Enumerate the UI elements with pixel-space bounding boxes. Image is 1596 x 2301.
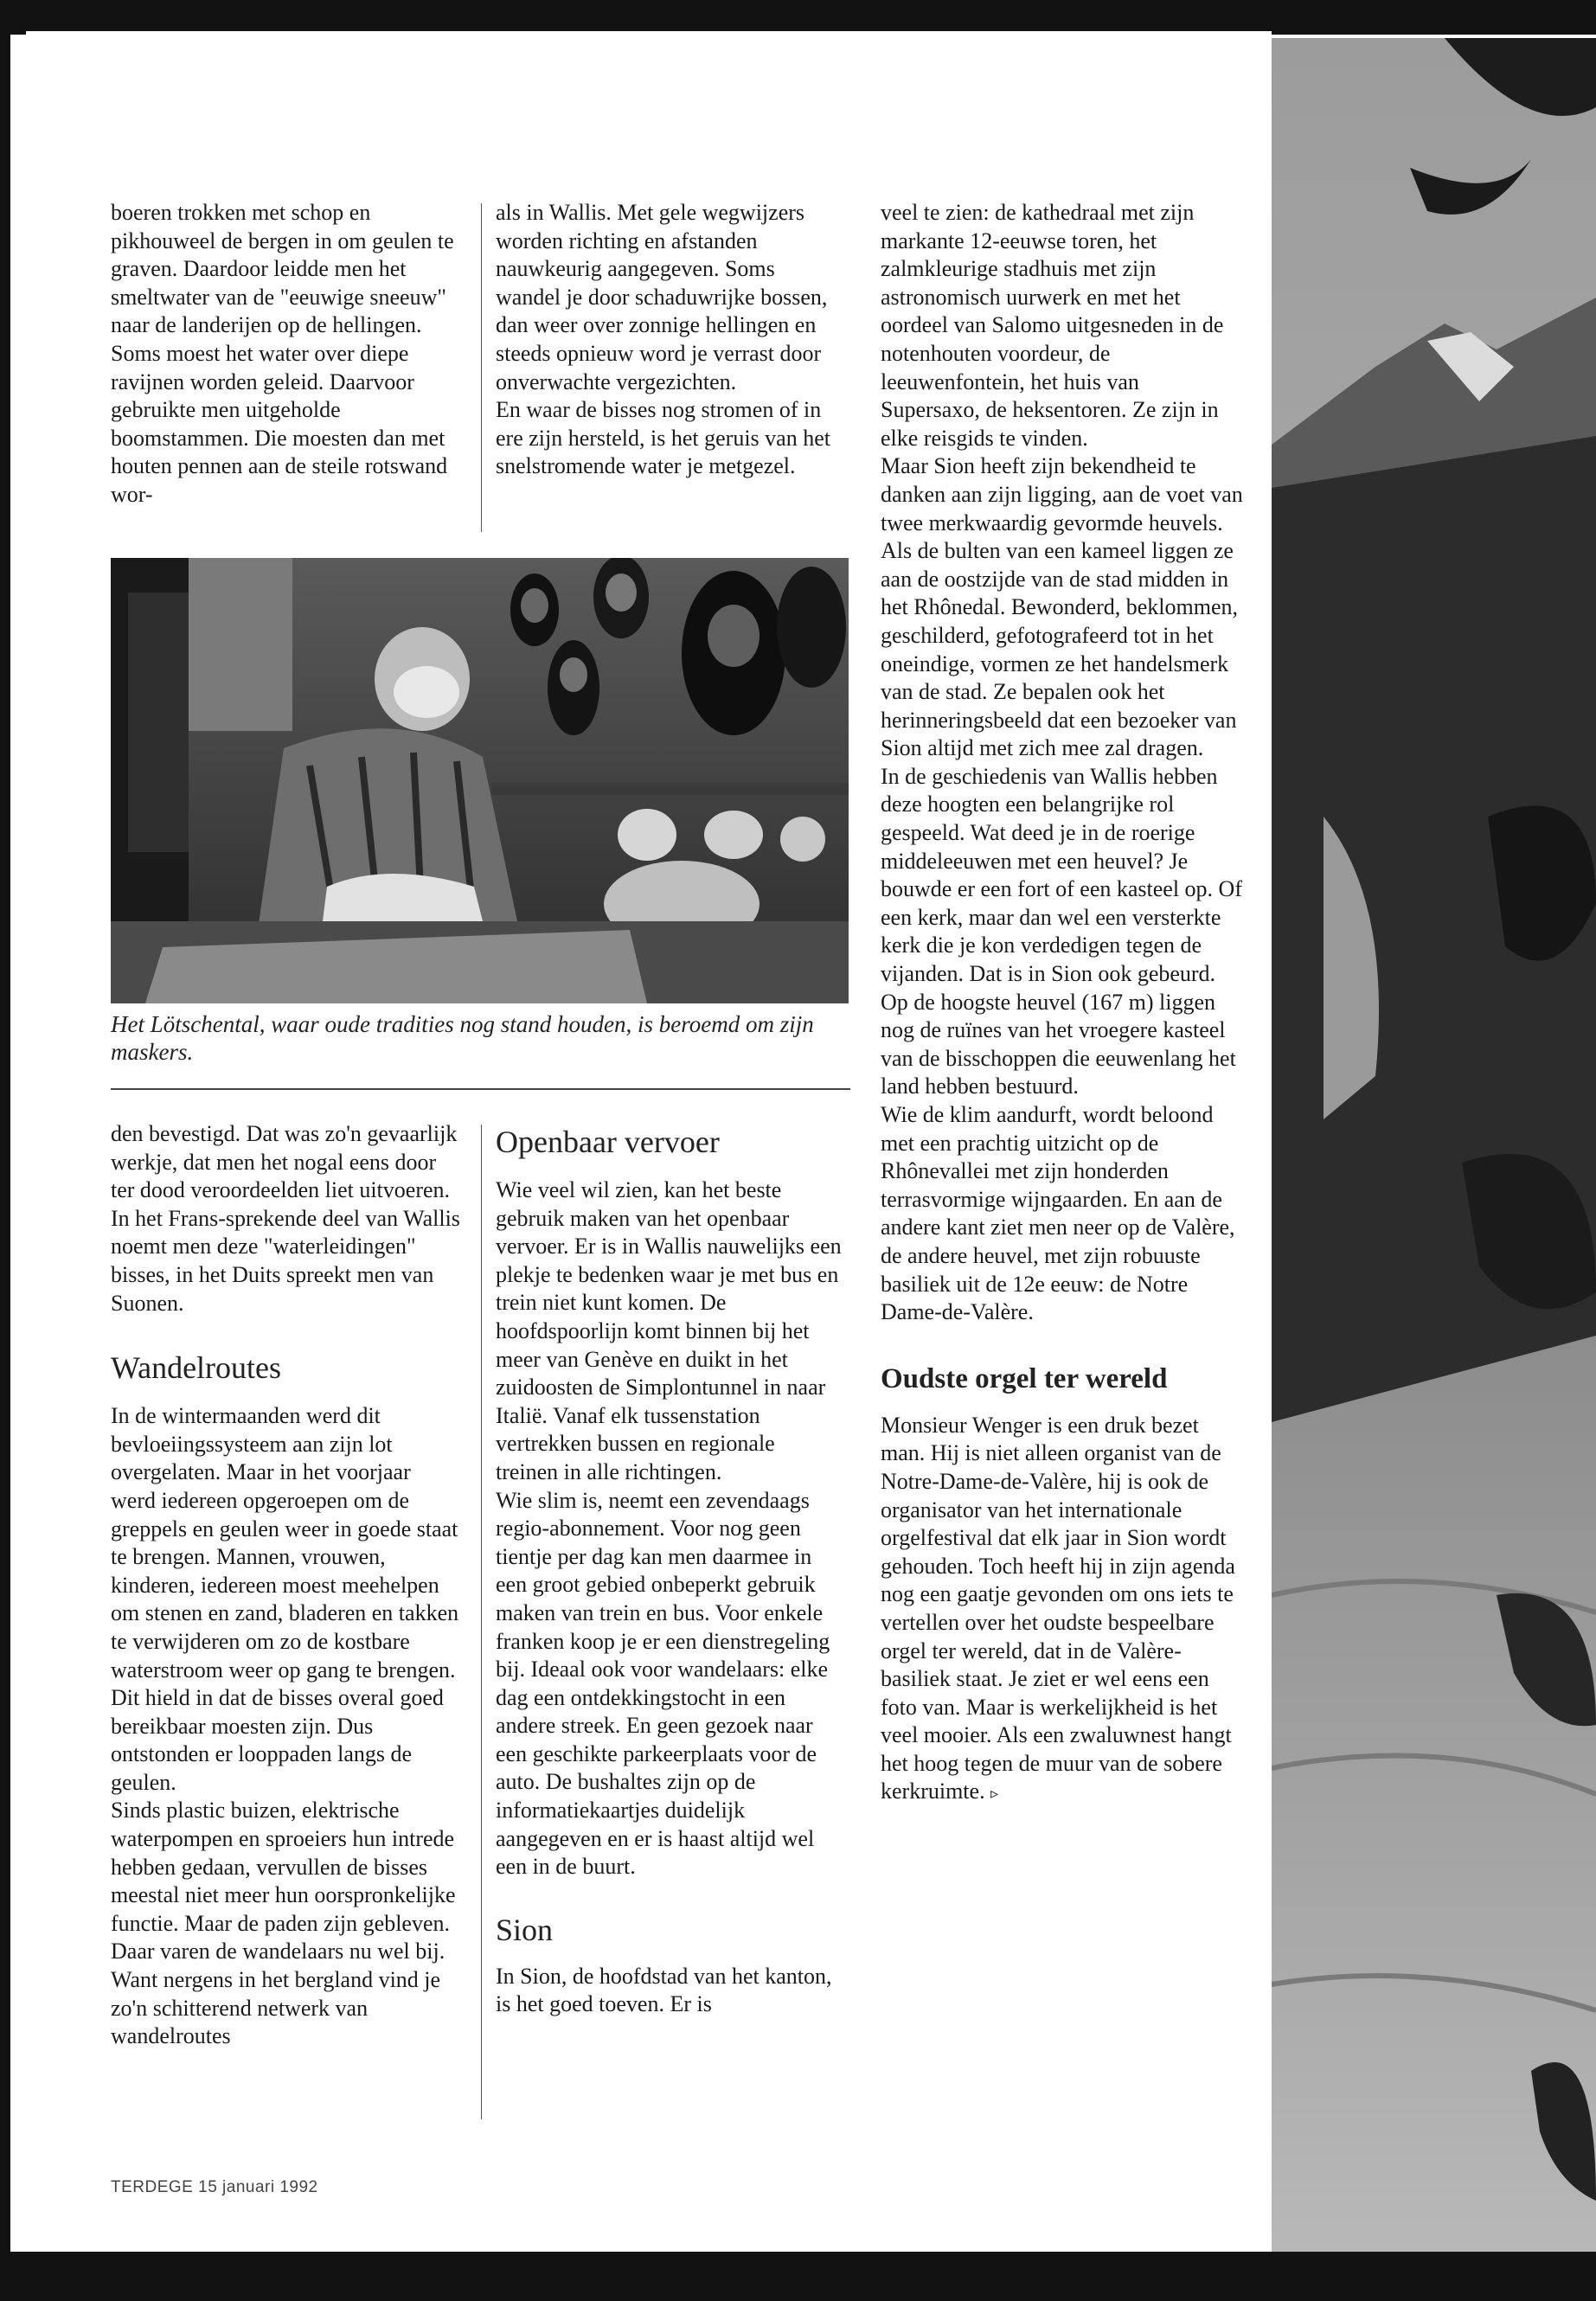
column-2-bottom <box>496 1125 842 2019</box>
paragraph: als in Wallis. Met gele wegwijzers worden richting en afstanden nauwkeurig aangegeven. Soms wandel je door schaduwrijke bossen, dan weer over zonnige hellingen en steeds opnieuw word je verrast door onverwachte vergezichten. <box>496 200 828 394</box>
heading-openbaar-vervoer: Openbaar vervoer <box>496 1125 720 1159</box>
column-divider <box>481 203 482 532</box>
paragraph: boeren trokken met schop en pikhouweel de bergen in om geulen te graven. Daardoor leidde men het smeltwater van de "eeuwige sneeuw" naar de landerijen op de hellingen. Soms moest het water over diepe ravijnen worden geleid. Daarvoor gebruikte men uitgeholde boomstammen. Die moesten dan met houten pennen aan de steile rotswand wor- <box>111 200 454 507</box>
paragraph: Wie veel wil zien, kan het beste gebruik maken van het openbaar vervoer. Er is in Wallis nauwelijks een plekje te bedenken waar je met bus en trein niet kunt komen. De hoofdspoorlijn komt binnen bij het meer van Genève en duikt in het zuidoosten de Simplontunnel in naar Italië. Vanaf elk tussenstation vertrekken bussen en regionale treinen in alle richtingen. <box>496 1177 842 1484</box>
paragraph: den bevestigd. Dat was zo'n gevaarlijk werkje, dat men het nogal eens door ter dood veroordeelden liet uitvoeren. In het Frans-sprekende deel van Wallis noemt men deze "waterleidingen" bisses, in het Duits spreekt men van Suonen. <box>111 1121 460 1316</box>
heading-sion: Sion <box>496 1912 554 1947</box>
photo-illustration <box>111 558 849 1003</box>
photo-caption: Het Lötschental, waar oude tradities nog stand houden, is beroemd om zijn maskers. <box>111 1011 814 1065</box>
top-black-bar <box>0 0 1596 35</box>
mountain-illustration <box>1272 38 1596 2252</box>
paragraph: In de wintermaanden werd dit bevloeiingssysteem aan zijn lot overgelaten. Maar in het voorjaar werd iedereen opgeroepen om de greppels en geulen weer in goede staat te brengen. Mannen, vrouwen, kinderen, iedereen moest meehelpen om stenen en zand, bladeren en takken te verwijderen om zo de kostbare waterstroom weer op gang te brengen. Dit hield in dat de bisses overal goed bereikbaar moesten zijn. Dus ontstonden er looppaden langs de geulen. <box>111 1403 459 1795</box>
paragraph-text: Monsieur Wenger is een druk bezet man. Hij is niet alleen organist van de Notre-Dame-de-Valère, hij is ook de organisator van het internationale orgelfestival dat elk jaar in Sion wordt gehouden. Toch heeft hij in zijn agenda nog een gaatje gevonden om ons iets te vertellen over het oudste bespeelbare orgel ter wereld, dat in de Valère-basiliek staat. Je ziet er wel eens een foto van. Maar is werkelijkheid is het veel mooier. Als een zwaluwnest hangt het hoog tegen de muur van de sobere kerkruimte. <box>881 1412 1235 1804</box>
paragraph: veel te zien: de kathedraal met zijn markante 12-eeuwse toren, het zalmkleurige stadhuis met zijn astronomisch uurwerk en met het oordeel van Salomo uitgesneden in de notenhouten voordeur, de leeuwenfontein, het huis van Supersaxo, de heksentoren. Ze zijn in elke reisgids te vinden. <box>881 200 1224 451</box>
mask-carver-photo <box>111 558 849 1003</box>
column-divider <box>481 1125 482 2119</box>
top-bar-gap <box>26 31 1272 38</box>
paragraph: En waar de bisses nog stromen of in ere zijn hersteld, is het geruis van het snelstromende water je metgezel. <box>496 397 830 479</box>
heading-wandelroutes: Wandelroutes <box>111 1350 282 1386</box>
paragraph: Wie slim is, neemt een zevendaags regio-abonnement. Voor nog geen tientje per dag kan men daarmee in een groot gebied onbeperkt gebruik maken van trein en bus. Voor enkele franken koop je er een dienstregeling bij. Ideaal ook voor wandelaars: elke dag een ontdekkingstocht in een andere streek. En geen gezoek naar een geschikte parkeerplaats voor de auto. De bushaltes zijn op de informatiekaartjes duidelijk aangegeven en er is haast altijd wel een in de buurt. <box>496 1487 830 1880</box>
heading-oudste-orgel: Oudste orgel ter wereld <box>881 1362 1168 1394</box>
section-divider <box>111 1088 850 1090</box>
paragraph: In Sion, de hoofdstad van het kanton, is het goed toeven. Er is <box>496 1963 832 2017</box>
left-scan-edge <box>0 35 10 2252</box>
column-2-top <box>496 199 837 481</box>
paragraph: In de geschiedenis van Wallis hebben deze hoogten een belangrijke rol gespeeld. Wat deed je in de roerige middeleeuwen met een heuvel? Je bouwde er een fort of een kasteel op. Of een kerk, maar dan wel een versterkte kerk die je kon verdedigen tegen de vijanden. Dat is in Sion ook gebeurd. Op de hoogste heuvel (167 m) liggen nog de ruïnes van het vroegere kasteel van de bisschoppen die eeuwenlang het land hebben bestuurd. <box>881 763 1242 1099</box>
column-1-top <box>111 199 457 510</box>
paragraph: Maar Sion heeft zijn bekendheid te danken aan zijn ligging, aan de voet van twee merkwaardig gevormde heuvels. Als de bulten van een kameel liggen ze aan de oostzijde van de stad midden in het Rhônedal. Bewonderd, beklommen, geschilderd, gefotografeerd tot in het oneindige, vormen ze het handelsmerk van de stad. Ze bepalen ook het herinneringsbeeld dat een bezoeker van Sion altijd met zich mee zal dragen. <box>881 453 1243 761</box>
paragraph <box>881 1412 1244 1808</box>
column-1-bottom <box>111 1120 461 2051</box>
page-footer: TERDEGE 15 januari 1992 <box>111 2178 318 2196</box>
bottom-black-bar <box>0 2252 1596 2301</box>
column-3 <box>881 199 1244 1808</box>
mountain-valley-photo <box>1272 38 1596 2252</box>
continue-arrow-icon: ▹ <box>990 1785 999 1803</box>
paragraph: Wie de klim aandurft, wordt beloond met een prachtig uitzicht op de Rhônevallei met zijn honderden terrasvormige wijngaarden. En aan de andere kant ziet men neer op de Valère, de andere heuvel, met zijn robuuste basiliek uit de 12e eeuw: de Notre Dame-de-Valère. <box>881 1102 1235 1325</box>
paragraph: Sinds plastic buizen, elektrische waterpompen en sproeiers hun intrede hebben gedaan, vervullen de bisses meestal niet meer hun oorspronkelijke functie. Maar de paden zijn gebleven. Daar varen de wandelaars nu wel bij. Want nergens in het bergland vind je zo'n schitterend netwerk van wandelroutes <box>111 1798 456 2049</box>
